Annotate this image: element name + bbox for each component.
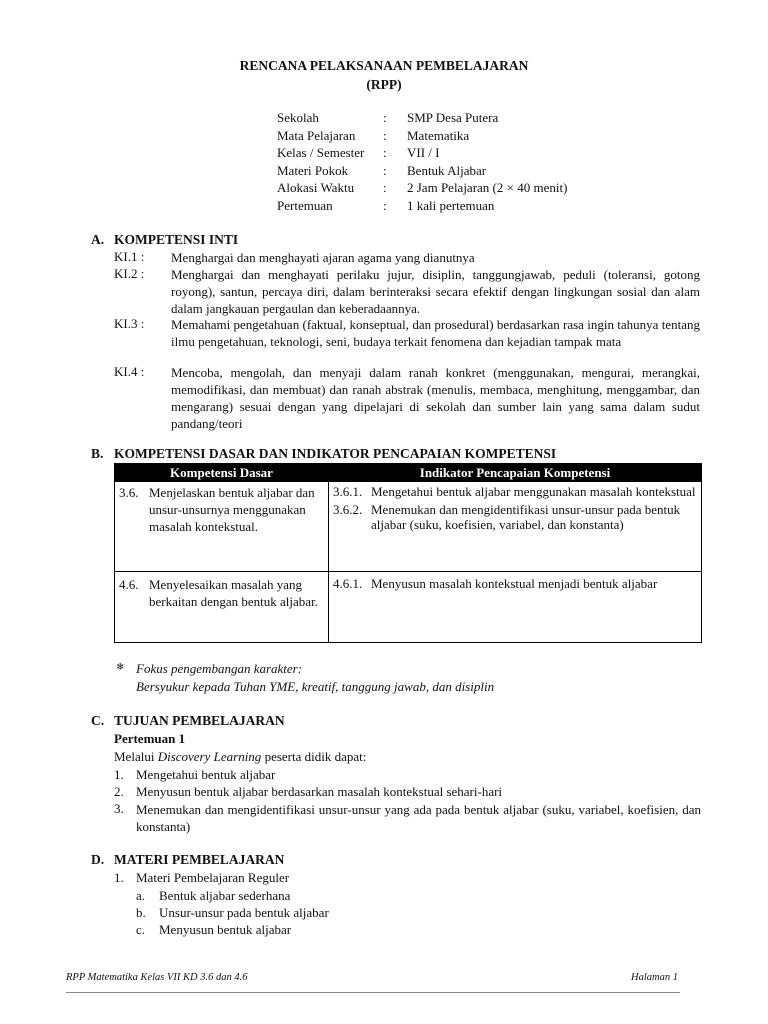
objective-number: 2. (114, 784, 124, 799)
indicator-number: 3.6.1. (333, 484, 363, 499)
footer-divider (66, 992, 680, 993)
snowflake-icon: ❄ (116, 662, 125, 673)
indicator-number: 3.6.2. (333, 501, 363, 517)
table-row (115, 572, 702, 643)
meta-value: VII / I (407, 145, 440, 160)
meeting-label: Pertemuan 1 (114, 731, 186, 746)
meta-value: Bentuk Aljabar (407, 163, 487, 178)
kd-item (119, 484, 324, 535)
objective-text: Menyusun bentuk aljabar berdasarkan masalah kontekstual sehari-hari (136, 784, 503, 799)
indicator-text: Mengetahui bentuk aljabar menggunakan masalah kontekstual (371, 484, 696, 499)
meta-key: Materi Pokok (277, 163, 349, 178)
ki3-label: KI.3 : (114, 316, 145, 331)
indicator-number: 4.6.1. (333, 576, 363, 591)
indicator-item (333, 576, 697, 592)
subitem-text: Menyusun bentuk aljabar (159, 922, 292, 937)
meta-key: Mata Pelajaran (277, 128, 356, 143)
kd-cell (115, 572, 329, 643)
section-letter: A. (91, 232, 105, 247)
focus-text: Bersyukur kepada Tuhan YME, kreatif, tanggung jawab, dan disiplin (136, 679, 495, 694)
meta-key: Sekolah (277, 110, 319, 125)
meta-colon: : (383, 145, 387, 160)
meta-key: Pertemuan (277, 198, 333, 213)
kd-number: 3.6. (119, 485, 139, 500)
material-number: 1. (114, 870, 124, 885)
meta-colon: : (383, 198, 387, 213)
subitem-letter: b. (136, 905, 146, 920)
section-c-heading (91, 713, 285, 729)
indicator-cell (329, 482, 702, 572)
objective-text: Mengetahui bentuk aljabar (136, 767, 276, 782)
document-subtitle: (RPP) (366, 77, 402, 92)
section-letter: B. (91, 446, 104, 461)
meta-colon: : (383, 163, 387, 178)
objective-text: Menemukan dan mengidentifikasi unsur-unsur yang ada pada bentuk aljabar (suku, variabel, koefisien, dan konstanta) (136, 802, 701, 834)
subitem-text: Unsur-unsur pada bentuk aljabar (159, 905, 329, 920)
table-row (115, 482, 702, 572)
meta-value: 2 Jam Pelajaran (2 × 40 menit) (407, 180, 568, 195)
indicator-item (333, 502, 697, 533)
section-b-heading (91, 446, 556, 462)
section-title: TUJUAN PEMBELAJARAN (114, 713, 285, 728)
intro-method: Discovery Learning (157, 749, 262, 764)
subitem-text: Bentuk aljabar sederhana (159, 888, 291, 903)
ki1-label: KI.1 : (114, 249, 145, 264)
kd-cell (115, 482, 329, 572)
subitem-letter: c. (136, 922, 146, 937)
indicator-text: Menyusun masalah kontekstual menjadi bentuk aljabar (371, 576, 658, 591)
section-d-heading (91, 852, 284, 868)
objective-number: 1. (114, 767, 124, 782)
meta-value: SMP Desa Putera (407, 110, 499, 125)
table-header-row (115, 464, 702, 482)
ki1-text: Menghargai dan menghayati ajaran agama yang dianutnya (171, 250, 475, 265)
table-header-kd: Kompetensi Dasar (115, 464, 329, 482)
meta-key: Kelas / Semester (277, 145, 365, 160)
section-a-heading (91, 232, 238, 248)
indicator-item (333, 484, 697, 500)
section-letter: C. (91, 713, 105, 728)
section-title: KOMPETENSI DASAR DAN INDIKATOR PENCAPAIAN KOMPETENSI (114, 446, 557, 461)
section-letter: D. (91, 852, 105, 867)
meta-colon: : (383, 128, 387, 143)
indicator-text: Menemukan dan mengidentifikasi unsur-unsur pada bentuk aljabar (suku, koefisien, variabel, dan konstanta) (371, 501, 681, 532)
kd-item (119, 576, 324, 610)
footer-left: RPP Matematika Kelas VII KD 3.6 dan 4.6 (66, 972, 248, 983)
ki2-label: KI.2 : (114, 266, 145, 281)
indicator-cell (329, 572, 702, 643)
material-text: Materi Pembelajaran Reguler (136, 870, 290, 885)
meta-colon: : (383, 110, 387, 125)
meta-value: Matematika (407, 128, 470, 143)
objective-number: 3. (114, 801, 124, 816)
intro-post: peserta didik dapat: (261, 749, 367, 764)
document-title: RENCANA PELAKSANAAN PEMBELAJARAN (239, 58, 529, 73)
table-header-indicator: Indikator Pencapaian Kompetensi (329, 464, 702, 482)
subitem-letter: a. (136, 888, 146, 903)
kd-number: 4.6. (119, 577, 139, 592)
ki4-label: KI.4 : (114, 364, 145, 379)
learning-intro (114, 749, 366, 765)
intro-pre: Melalui (114, 749, 158, 764)
ki2-text: Menghargai dan menghayati perilaku jujur, disiplin, tanggungjawab, peduli (toleransi, gotong royong), santun, percaya diri, dalam berinteraksi secara efektif dengan lingkungan sosial dan alam dalam jangkauan pergaulan dan keberadaannya. (171, 267, 700, 316)
ki4-text: Mencoba, mengolah, dan menyaji dalam ranah konkret (menggunakan, mengurai, merangkai, memodifikasi, dan membuat) dan ranah abstrak (menulis, membaca, menghitung, menggambar, dan mengarang) sesuai dengan yang dipelajari di sekolah dan sumber lain yang sama dalam sudut pandang/teori (171, 365, 700, 431)
kd-text: Menyelesaikan masalah yang berkaitan dengan bentuk aljabar. (149, 577, 318, 609)
focus-title: Fokus pengembangan karakter: (136, 661, 303, 676)
kd-text: Menjelaskan bentuk aljabar dan unsur-unsurnya menggunakan masalah kontekstual. (149, 485, 315, 534)
meta-value: 1 kali pertemuan (407, 198, 495, 213)
section-title: KOMPETENSI INTI (114, 232, 239, 247)
meta-key: Alokasi Waktu (277, 180, 355, 195)
competency-table (114, 463, 702, 643)
ki3-text: Memahami pengetahuan (faktual, konseptual, dan prosedural) berdasarkan rasa ingin tahunya tentang ilmu pengetahuan, teknologi, seni, budaya terkait fenomena dan kejadian tampak mata (171, 317, 700, 349)
meta-colon: : (383, 180, 387, 195)
footer-page: Halaman 1 (631, 972, 678, 983)
section-title: MATERI PEMBELAJARAN (114, 852, 285, 867)
